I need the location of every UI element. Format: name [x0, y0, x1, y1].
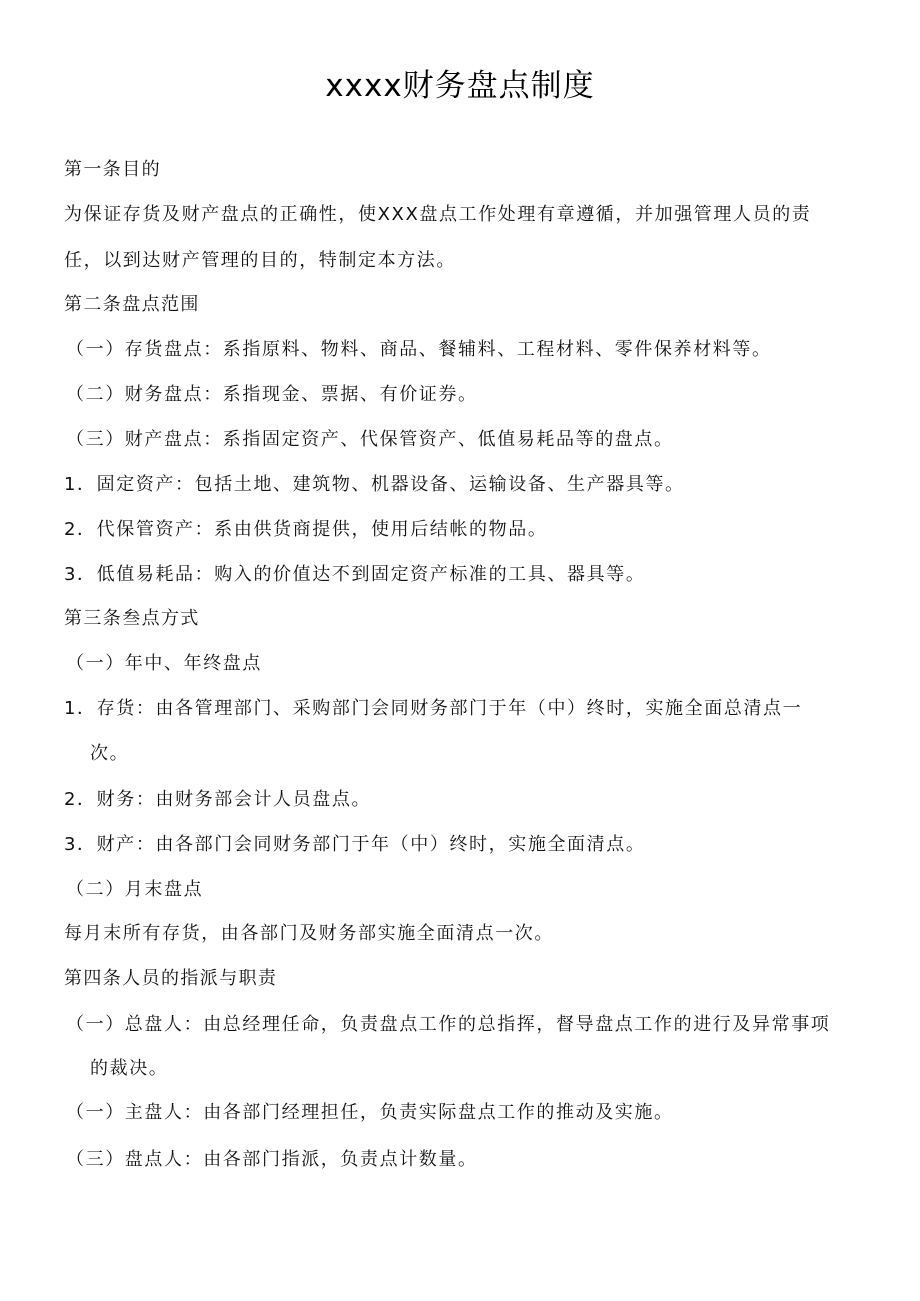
- list-item: 1．存货：由各管理部门、采购部门会同财务部门于年（中）终时，实施全面总清点一: [64, 698, 803, 719]
- list-item: 2．代保管资产：系由供货商提供，使用后结帐的物品。: [64, 519, 548, 540]
- list-item: （一）主盘人：由各部门经理担任，负责实际盘点工作的推动及实施。: [66, 1102, 674, 1123]
- list-item: （三）财产盘点：系指固定资产、代保管资产、低值易耗品等的盘点。: [66, 429, 674, 450]
- section-heading-scope: 第二条盘点范围: [64, 294, 200, 315]
- list-item: （一）总盘人：由总经理任命，负责盘点工作的总指挥，督导盘点工作的进行及异常事项: [66, 1014, 831, 1035]
- list-item: （二）月末盘点: [66, 879, 204, 900]
- list-item: 3．财产：由各部门会同财务部门于年（中）终时，实施全面清点。: [64, 834, 646, 855]
- list-item: 3．低值易耗品：购入的价值达不到固定资产标准的工具、器具等。: [64, 564, 646, 585]
- list-item-continuation: 次。: [90, 743, 130, 764]
- section-heading-personnel: 第四条人员的指派与职责: [64, 968, 278, 989]
- paragraph-line: 每月末所有存货，由各部门及财务部实施全面清点一次。: [64, 923, 554, 944]
- list-item: （三）盘点人：由各部门指派，负责点计数量。: [66, 1149, 478, 1170]
- list-item: 1．固定资产：包括土地、建筑物、机器设备、运输设备、生产器具等。: [64, 474, 685, 495]
- paragraph-line: 任，以到达财产管理的目的，特制定本方法。: [64, 250, 456, 271]
- list-item: 2．财务：由财务部会计人员盘点。: [64, 789, 372, 810]
- list-item: （一）存货盘点：系指原料、物料、商品、餐辅料、工程材料、零件保养材料等。: [66, 339, 772, 360]
- section-heading-purpose: 第一条目的: [64, 159, 161, 180]
- list-item-continuation: 的裁决。: [90, 1058, 169, 1079]
- section-heading-method: 第三条叁点方式: [64, 608, 200, 629]
- document-title: xxxx财务盘点制度: [325, 68, 595, 104]
- paragraph-line: 为保证存货及财产盘点的正确性，使XXX盘点工作处理有章遵循，并加强管理人员的责: [64, 204, 812, 225]
- list-item: （二）财务盘点：系指现金、票据、有价证券。: [66, 384, 478, 405]
- list-item: （一）年中、年终盘点: [66, 653, 262, 674]
